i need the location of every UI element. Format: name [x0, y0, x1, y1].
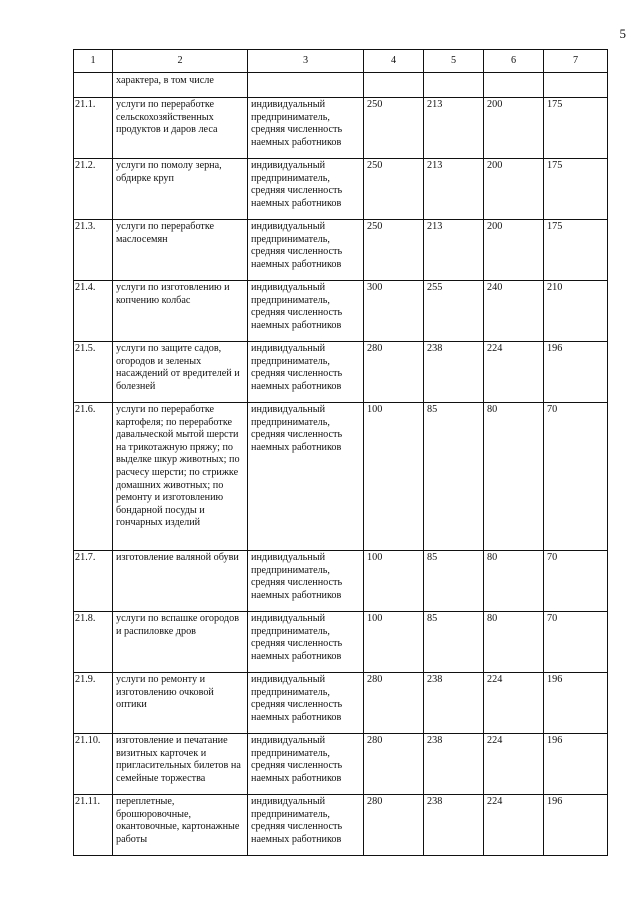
row-value-col6: 80 [484, 403, 544, 551]
row-value-col6: 200 [484, 159, 544, 220]
row-value-col6: 200 [484, 98, 544, 159]
continuation-empty-cell [544, 73, 608, 98]
header-row [74, 50, 608, 73]
header-col-5: 5 [424, 50, 484, 73]
row-value-col6: 224 [484, 342, 544, 403]
table-row [74, 342, 608, 403]
row-value-col6: 224 [484, 673, 544, 734]
row-service: услуги по ремонту и изготовлению очковой оптики [113, 673, 248, 734]
row-category: индивидуальный предприниматель, средняя численность наемных работников [248, 159, 364, 220]
row-value-col7: 210 [544, 281, 608, 342]
row-value-col6: 224 [484, 734, 544, 795]
row-value-col5: 213 [424, 220, 484, 281]
row-service: услуги по переработке маслосемян [113, 220, 248, 281]
continuation-row [74, 73, 608, 98]
row-category: индивидуальный предприниматель, средняя численность наемных работников [248, 734, 364, 795]
row-value-col7: 196 [544, 734, 608, 795]
row-value-col5: 213 [424, 159, 484, 220]
table-row [74, 281, 608, 342]
row-value-col7: 196 [544, 673, 608, 734]
row-number: 21.2. [74, 159, 113, 220]
row-category: индивидуальный предприниматель, средняя численность наемных работников [248, 551, 364, 612]
row-category: индивидуальный предприниматель, средняя численность наемных работников [248, 98, 364, 159]
row-value-col5: 238 [424, 795, 484, 856]
row-value-col4: 280 [364, 795, 424, 856]
row-service: изготовление и печатание визитных карточек и пригласительных билетов на семейные торжества [113, 734, 248, 795]
row-value-col5: 85 [424, 612, 484, 673]
row-value-col5: 255 [424, 281, 484, 342]
row-service: переплетные, брошюровочные, окантовочные, картонажные работы [113, 795, 248, 856]
row-value-col5: 85 [424, 551, 484, 612]
row-service: услуги по переработке картофеля; по переработке давальческой мытой шерсти на трикотажную пряжу; по выделке шкур животных; по расчесу шерсти; по стрижке домашних животных; по ремонту и изготовлению бондарной посуды и гончарных изделий [113, 403, 248, 551]
table-row [74, 98, 608, 159]
table-row [74, 795, 608, 856]
row-category: индивидуальный предприниматель, средняя численность наемных работников [248, 220, 364, 281]
row-value-col6: 80 [484, 551, 544, 612]
row-value-col7: 175 [544, 98, 608, 159]
row-number: 21.6. [74, 403, 113, 551]
row-number: 21.3. [74, 220, 113, 281]
row-value-col5: 238 [424, 342, 484, 403]
row-value-col6: 200 [484, 220, 544, 281]
row-value-col4: 250 [364, 220, 424, 281]
row-value-col6: 240 [484, 281, 544, 342]
table-row [74, 612, 608, 673]
row-value-col5: 213 [424, 98, 484, 159]
table-row [74, 220, 608, 281]
row-value-col4: 250 [364, 159, 424, 220]
row-service: услуги по вспашке огородов и распиловке дров [113, 612, 248, 673]
row-value-col4: 300 [364, 281, 424, 342]
row-value-col6: 224 [484, 795, 544, 856]
row-value-col7: 175 [544, 159, 608, 220]
continuation-empty-cell [484, 73, 544, 98]
row-category: индивидуальный предприниматель, средняя численность наемных работников [248, 612, 364, 673]
header-col-2: 2 [113, 50, 248, 73]
row-category: индивидуальный предприниматель, средняя численность наемных работников [248, 342, 364, 403]
row-category: индивидуальный предприниматель, средняя численность наемных работников [248, 281, 364, 342]
row-service: услуги по защите садов, огородов и зеленых насаждений от вредителей и болезней [113, 342, 248, 403]
row-value-col4: 280 [364, 673, 424, 734]
row-category: индивидуальный предприниматель, средняя численность наемных работников [248, 673, 364, 734]
row-number: 21.1. [74, 98, 113, 159]
table-row [74, 403, 608, 551]
row-value-col4: 100 [364, 612, 424, 673]
continuation-empty-cell [424, 73, 484, 98]
row-value-col7: 70 [544, 612, 608, 673]
page-number: 5 [619, 26, 626, 41]
continuation-text: характера, в том числе [113, 73, 248, 98]
row-value-col5: 85 [424, 403, 484, 551]
continuation-empty-cell [248, 73, 364, 98]
row-value-col4: 280 [364, 734, 424, 795]
rates-table [73, 49, 608, 856]
row-number: 21.9. [74, 673, 113, 734]
row-value-col4: 100 [364, 403, 424, 551]
row-service: услуги по помолу зерна, обдирке круп [113, 159, 248, 220]
header-col-6: 6 [484, 50, 544, 73]
row-value-col7: 70 [544, 551, 608, 612]
row-number: 21.11. [74, 795, 113, 856]
header-col-4: 4 [364, 50, 424, 73]
row-number: 21.10. [74, 734, 113, 795]
row-service: услуги по изготовлению и копчению колбас [113, 281, 248, 342]
table-row [74, 551, 608, 612]
row-category: индивидуальный предприниматель, средняя численность наемных работников [248, 403, 364, 551]
row-value-col7: 70 [544, 403, 608, 551]
row-value-col5: 238 [424, 673, 484, 734]
row-value-col7: 175 [544, 220, 608, 281]
row-service: услуги по переработке сельскохозяйственных продуктов и даров леса [113, 98, 248, 159]
row-value-col7: 196 [544, 795, 608, 856]
row-value-col4: 250 [364, 98, 424, 159]
header-col-3: 3 [248, 50, 364, 73]
row-number: 21.5. [74, 342, 113, 403]
table-row [74, 734, 608, 795]
continuation-num-cell [74, 73, 113, 98]
row-category: индивидуальный предприниматель, средняя численность наемных работников [248, 795, 364, 856]
row-value-col5: 238 [424, 734, 484, 795]
header-col-7: 7 [544, 50, 608, 73]
table-row [74, 159, 608, 220]
continuation-empty-cell [364, 73, 424, 98]
row-value-col4: 100 [364, 551, 424, 612]
row-value-col7: 196 [544, 342, 608, 403]
row-number: 21.4. [74, 281, 113, 342]
row-number: 21.8. [74, 612, 113, 673]
row-value-col4: 280 [364, 342, 424, 403]
row-value-col6: 80 [484, 612, 544, 673]
row-number: 21.7. [74, 551, 113, 612]
header-col-1: 1 [74, 50, 113, 73]
table-row [74, 673, 608, 734]
row-service: изготовление валяной обуви [113, 551, 248, 612]
